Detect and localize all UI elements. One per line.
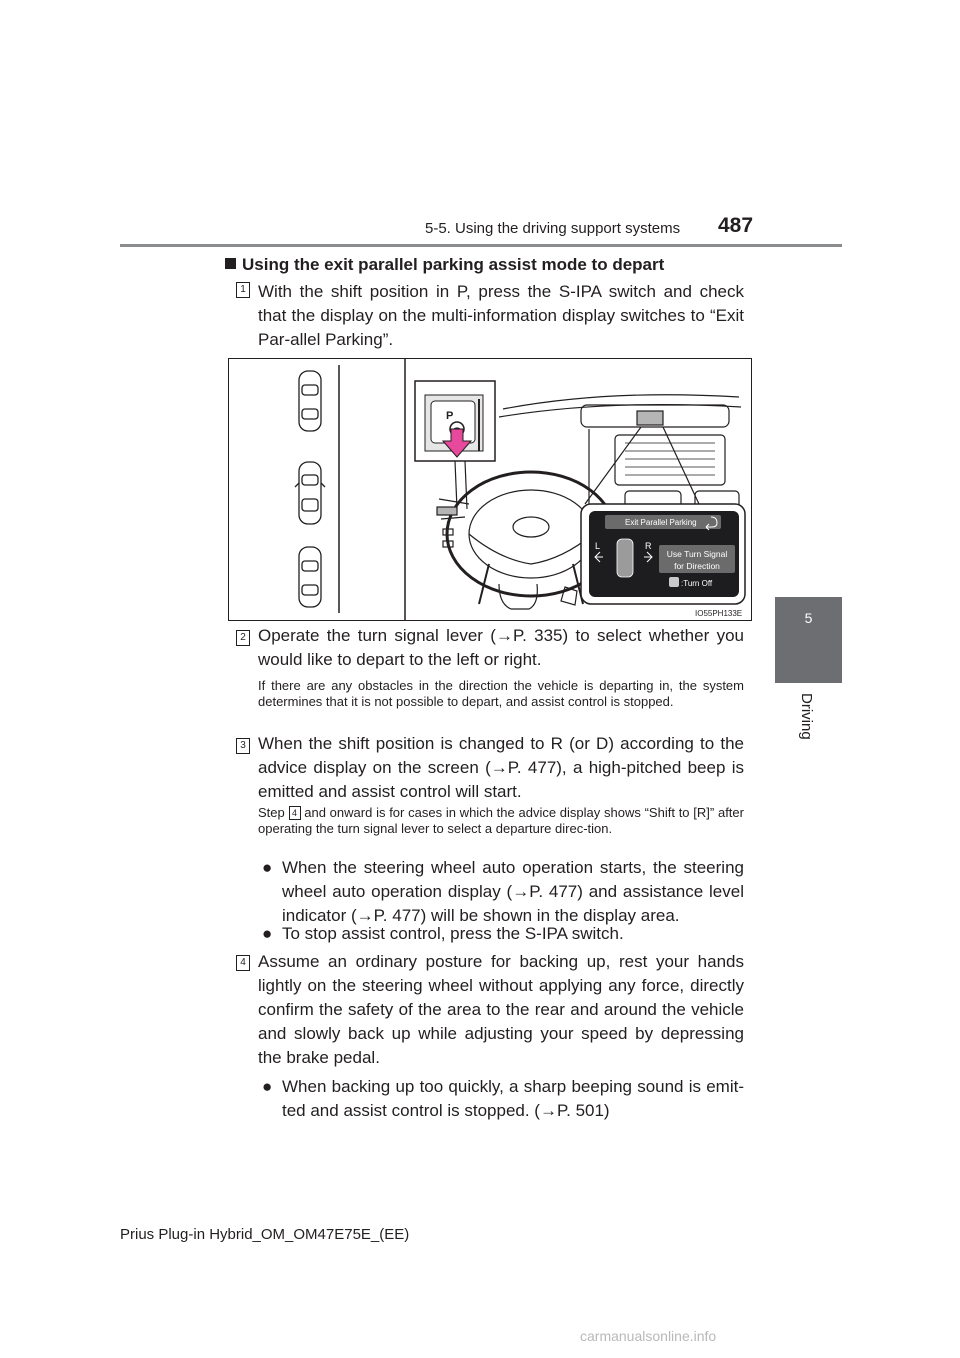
step-number-1: 1: [236, 282, 250, 298]
step-number-3: 3: [236, 738, 250, 754]
figure-code: IO55PH133E: [695, 609, 743, 618]
step-number-2: 2: [236, 630, 250, 646]
display-message-line2: for Direction: [674, 561, 720, 571]
step-3-text: When the shift position is changed to R (or D) according to the advice display on the screen (→P. 477), a high-pitched beep is emitted and assist control will start.: [258, 734, 744, 801]
step-reference-4: 4: [289, 806, 301, 820]
section-title: 5-5. Using the driving support systems: [425, 220, 681, 237]
heading-square-icon: [225, 258, 236, 269]
step-4-text: Assume an ordinary posture for backing up, rest your hands lightly on the steering wheel without applying any force, directly confirm the safety of the area to the rear and around the vehicle and slowly back up while adjusting your speed by depressing the brake pedal.: [258, 952, 744, 1067]
display-message-line1: Use Turn Signal: [666, 549, 728, 559]
header-divider: [120, 244, 842, 247]
switch-inset: [415, 381, 495, 509]
step-2-text: Operate the turn signal lever (→P. 335) to select whether you would like to depart to the left or right.: [258, 626, 744, 669]
display-right-text: R: [645, 541, 652, 551]
section-heading: [225, 255, 664, 275]
vehicle-icon: [617, 539, 633, 577]
illustration-svg: [229, 359, 751, 620]
step-1-text: With the shift position in P, press the S-IPA switch and check that the display on the multi-information display switches to “Exit Par-allel Parking”.: [258, 282, 744, 349]
step-number-4: 4: [236, 955, 250, 971]
bullet-icon: ●: [262, 924, 273, 943]
bullet-icon: ●: [262, 1077, 273, 1096]
chapter-tab-label: [775, 683, 842, 778]
step-3-bullet-2: ● To stop assist control, press the S-IPA switch.: [282, 922, 744, 946]
bullet-icon: ●: [262, 858, 273, 877]
switch-label: P: [446, 410, 454, 422]
display-turn-off-text: :Turn Off: [681, 579, 713, 588]
chapter-number: 5: [804, 610, 813, 626]
step-3-bullet-1: ● When the steering wheel auto operation starts, the steering wheel auto operation display (→P. 477) and assistance level indicator (→P. 477) will be shown in the display area.: [262, 858, 744, 925]
chapter-title: Driving: [798, 693, 815, 740]
step-3-note: Step 4 and onward is for cases in which the advice display shows “Shift to [R]” after operating the turn signal lever to select a departure direc-tion.: [258, 805, 744, 836]
display-left-text: L: [595, 541, 601, 551]
watermark: carmanualsonline.info: [580, 1328, 717, 1344]
step-4-bullet-1: ● When backing up too quickly, a sharp beeping sound is emit-ted and assist control is stopped. (→P. 501): [262, 1077, 744, 1120]
page-number: 487: [718, 214, 754, 237]
parked-car-top: [299, 371, 321, 431]
parked-car-bottom: [299, 547, 321, 607]
parking-illustration: [228, 358, 752, 621]
heading-text: Using the exit parallel parking assist mode to depart: [242, 255, 665, 274]
own-car-middle: [295, 462, 325, 524]
footer-doc-id: Prius Plug-in Hybrid_OM_OM47E75E_(EE): [120, 1226, 410, 1243]
display-title-text: Exit Parallel Parking: [625, 518, 697, 527]
step-2-note: If there are any obstacles in the direction the vehicle is departing in, the system determines that it is not possible to depart, and assist control is stopped.: [258, 678, 744, 709]
